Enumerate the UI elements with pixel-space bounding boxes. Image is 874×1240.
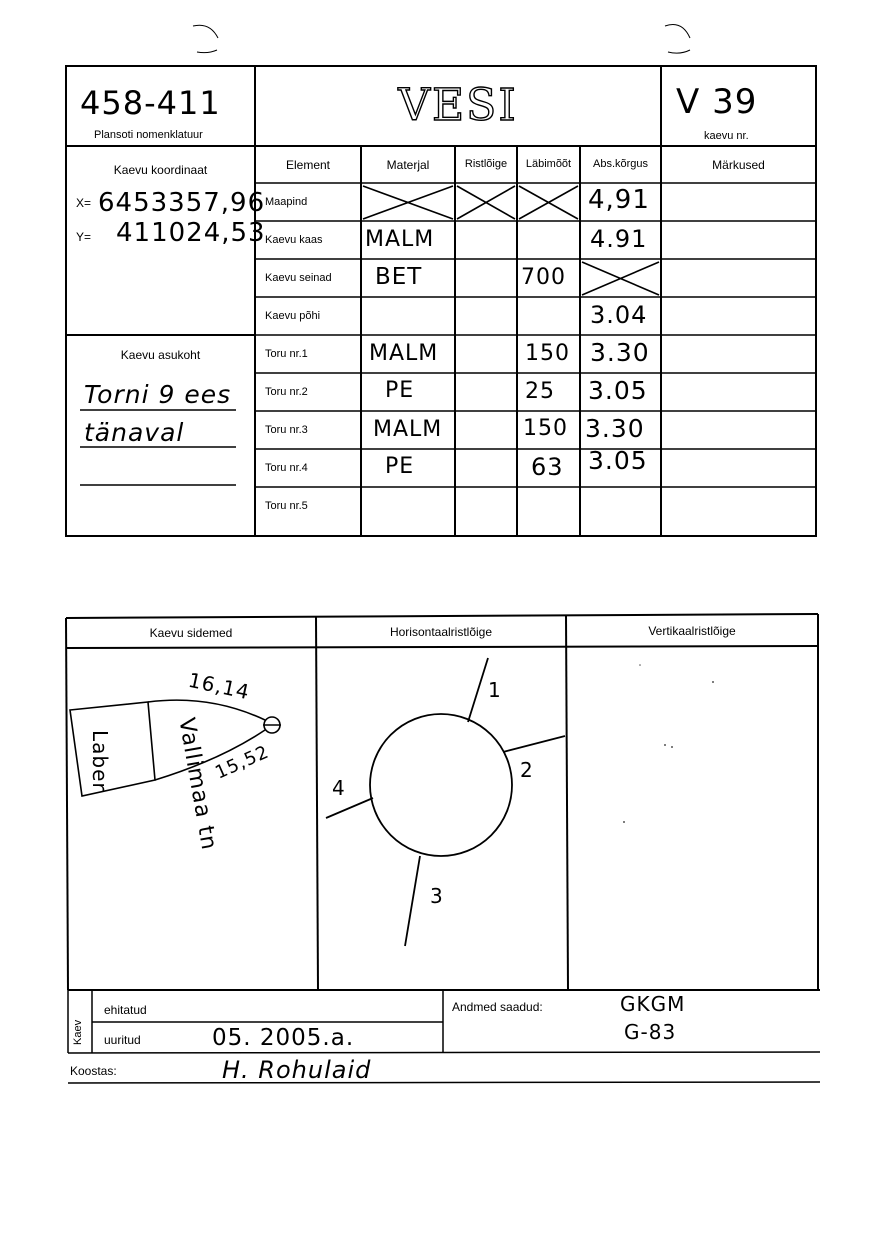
coordinate-x-prefix: X= bbox=[76, 196, 92, 210]
row-element: Maapind bbox=[265, 196, 308, 208]
location-line-1: Torni 9 ees bbox=[84, 380, 232, 409]
sketch-grid bbox=[0, 600, 874, 1100]
location-line-2: tänaval bbox=[84, 418, 185, 447]
header-diameter: Läbimõõt bbox=[525, 158, 572, 170]
compiled-label: Koostas: bbox=[70, 1064, 117, 1078]
table-row bbox=[255, 487, 816, 536]
row-abs-height: 3.30 bbox=[590, 338, 650, 367]
ties-distance-1: 16,14 bbox=[186, 667, 253, 705]
table-row bbox=[255, 411, 816, 449]
coordinate-y-prefix: Y= bbox=[76, 230, 92, 244]
pipe-label-2: 2 bbox=[520, 758, 534, 782]
row-abs-height: 3.30 bbox=[585, 414, 645, 443]
row-material: BET bbox=[375, 264, 423, 290]
row-material: MALM bbox=[373, 417, 443, 442]
row-element: Toru nr.2 bbox=[265, 386, 308, 398]
pipe-label-1: 1 bbox=[488, 678, 502, 702]
surveyed-value: 05. 2005.a. bbox=[212, 1025, 355, 1051]
row-element: Kaevu põhi bbox=[265, 310, 321, 322]
well-number-label: kaevu nr. bbox=[704, 130, 749, 142]
table-row bbox=[255, 335, 816, 373]
source-line-2: G-83 bbox=[624, 1020, 677, 1044]
built-label: ehitatud bbox=[104, 1003, 147, 1017]
vertical-section-label: Vertikaalristlõige bbox=[648, 624, 736, 638]
table-row bbox=[255, 297, 816, 335]
source-line-1: GKGM bbox=[620, 992, 686, 1016]
row-diameter: 63 bbox=[531, 453, 564, 481]
row-abs-height: 4.91 bbox=[590, 225, 648, 253]
row-diameter: 150 bbox=[525, 341, 570, 366]
table-row bbox=[255, 373, 816, 411]
coordinates-label: Kaevu koordinaat bbox=[113, 163, 208, 177]
surveyed-label: uuritud bbox=[104, 1033, 141, 1047]
nomenclature-label: Plansoti nomenklatuur bbox=[94, 129, 203, 141]
row-abs-height: 3.05 bbox=[588, 376, 648, 405]
header-abs-height: Abs.kõrgus bbox=[592, 158, 649, 170]
header-cross-section: Ristlõige bbox=[464, 158, 508, 170]
row-material: PE bbox=[385, 454, 415, 479]
table-row bbox=[255, 183, 816, 221]
ties-building-label: Laber bbox=[88, 730, 112, 792]
ties-distance-2: 15,52 bbox=[212, 741, 273, 784]
row-material: PE bbox=[385, 378, 415, 403]
kaev-label: Kaev bbox=[72, 1019, 84, 1045]
row-abs-height: 4,91 bbox=[588, 185, 650, 215]
compiled-value: H. Rohulaid bbox=[222, 1056, 372, 1084]
horizontal-section-label: Horisontaalristlõige bbox=[389, 625, 493, 639]
row-diameter: 25 bbox=[525, 379, 555, 404]
header-element: Element bbox=[285, 158, 331, 172]
source-label: Andmed saadud: bbox=[452, 1000, 543, 1014]
header-notes: Märkused bbox=[712, 158, 765, 172]
row-diameter: 700 bbox=[521, 265, 566, 290]
table-row bbox=[255, 259, 816, 297]
header-material: Materjal bbox=[386, 158, 430, 172]
page-title: VESI bbox=[398, 80, 518, 131]
row-material: MALM bbox=[369, 341, 439, 366]
row-element: Kaevu kaas bbox=[265, 234, 323, 246]
pipe-label-4: 4 bbox=[332, 776, 346, 800]
row-element: Toru nr.1 bbox=[265, 348, 308, 360]
ties-street-label: Vallimaa tn bbox=[173, 716, 222, 853]
row-diameter: 150 bbox=[523, 416, 568, 441]
pipe-label-3: 3 bbox=[430, 884, 444, 908]
coordinate-y-value: 411024,53 bbox=[116, 218, 266, 248]
well-number-value: V 39 bbox=[676, 82, 758, 122]
row-element: Toru nr.3 bbox=[265, 424, 308, 436]
ties-label: Kaevu sidemed bbox=[149, 626, 233, 640]
table-row bbox=[255, 221, 816, 259]
row-abs-height: 3.05 bbox=[588, 446, 648, 475]
table-rows bbox=[255, 183, 816, 536]
nomenclature-value: 458-411 bbox=[80, 84, 221, 122]
location-label: Kaevu asukoht bbox=[120, 348, 201, 362]
row-material: MALM bbox=[365, 227, 435, 252]
row-element: Toru nr.4 bbox=[265, 462, 308, 474]
row-abs-height: 3.04 bbox=[590, 301, 648, 329]
row-element: Toru nr.5 bbox=[265, 500, 308, 512]
row-element: Kaevu seinad bbox=[265, 272, 332, 284]
coordinate-x-value: 6453357,96 bbox=[98, 188, 266, 218]
table-row bbox=[255, 446, 816, 487]
